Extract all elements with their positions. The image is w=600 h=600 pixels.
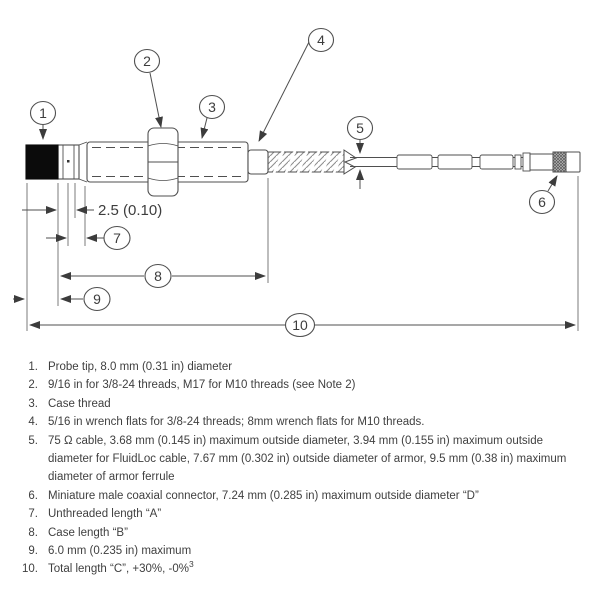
- coax-connector: [515, 152, 580, 172]
- notes-list: [14, 358, 584, 579]
- leader-2: [150, 73, 161, 127]
- note-text: 9/16 in for 3/8-24 threads, M17 for M10 threads (see Note 2): [48, 379, 356, 392]
- callout-number-5: 5: [356, 120, 364, 136]
- note-text: 75 Ω cable, 3.68 mm (0.145 in) maximum outside diameter, 3.94 mm (0.155 in) maximum outside diameter for FluidLoc cable, 7.67 mm (0.302 in) outside diameter of armor, 9.5 mm (0.38 in) maximum diameter of armor ferrule: [48, 434, 567, 484]
- note-text: 6.0 mm (0.235 in) maximum: [48, 545, 192, 558]
- armor-spiral: [268, 150, 356, 174]
- leader-4: [259, 42, 309, 141]
- note-text: Unthreaded length “A”: [48, 508, 162, 521]
- note-item-7: [14, 505, 584, 523]
- callout-number-3: 3: [208, 99, 216, 115]
- callout-number-6: 6: [538, 194, 546, 210]
- note-number: 1.: [28, 361, 38, 373]
- note-text-main: Total length “C”, +30%, -0%: [48, 563, 189, 576]
- dim-number-8: 8: [154, 268, 162, 284]
- note-number: 5.: [28, 434, 38, 447]
- note-text-superscript: 3: [188, 559, 194, 570]
- note-number: 7.: [28, 508, 38, 521]
- note-number: 3.: [28, 397, 38, 410]
- connector-ring-1: [515, 155, 521, 169]
- note-number: 10.: [22, 563, 38, 576]
- taper-lines: [79, 142, 87, 182]
- connector-knurl: [553, 152, 566, 172]
- note-number: 8.: [28, 526, 38, 539]
- leader-6: [548, 176, 557, 191]
- probe-tip: [26, 145, 58, 179]
- note-number: 4.: [28, 416, 38, 429]
- note-item-4: [14, 413, 584, 431]
- note-item-5: [14, 432, 584, 487]
- note-text: Probe tip, 8.0 mm (0.31 in) diameter: [48, 361, 233, 373]
- note-text: Case length “B”: [48, 526, 128, 539]
- note-item-1: [14, 358, 584, 376]
- probe-assembly: [26, 128, 580, 196]
- note-number: 2.: [28, 379, 38, 392]
- callout-number-4: 4: [317, 32, 325, 48]
- cable-sleeve-2: [438, 155, 472, 169]
- connector-end-cap: [566, 152, 580, 172]
- cable-sleeve-1: [397, 155, 432, 169]
- note-item-9: [14, 542, 584, 560]
- leader-3: [202, 118, 207, 138]
- armor-break-zigzag: [344, 150, 356, 174]
- note-item-6: [14, 487, 584, 505]
- note-text: Case thread: [48, 397, 111, 410]
- dim-number-9: 9: [93, 291, 101, 307]
- note-item-3: [14, 395, 584, 413]
- callout-number-2: 2: [143, 53, 151, 69]
- note-item-2: [14, 376, 584, 394]
- connector-ring-2: [523, 153, 530, 171]
- armor-ferrule: [248, 150, 268, 174]
- dim-number-10: 10: [292, 317, 308, 333]
- note-text: 5/16 in wrench flats for 3/8-24 threads; 8mm wrench flats for M10 threads.: [48, 416, 425, 429]
- note-text: [48, 560, 584, 578]
- callout-numbers: [39, 32, 546, 210]
- extension-lines: [27, 176, 578, 331]
- callout-number-1: 1: [39, 105, 47, 121]
- cable-sleeve-3: [480, 155, 513, 169]
- dim-number-7: 7: [113, 230, 121, 246]
- note-number: 6.: [28, 489, 38, 502]
- note-item-10: [14, 560, 584, 578]
- dimension-text-2-5: 2.5 (0.10): [98, 202, 163, 219]
- note-item-8: [14, 524, 584, 542]
- note-number: 9.: [28, 545, 38, 558]
- tip-section-dot: [67, 160, 70, 163]
- callout-balloons: [31, 29, 555, 214]
- connector-barrel: [530, 154, 553, 170]
- note-text: Miniature male coaxial connector, 7.24 mm (0.285 in) maximum outside diameter “D”: [48, 489, 479, 502]
